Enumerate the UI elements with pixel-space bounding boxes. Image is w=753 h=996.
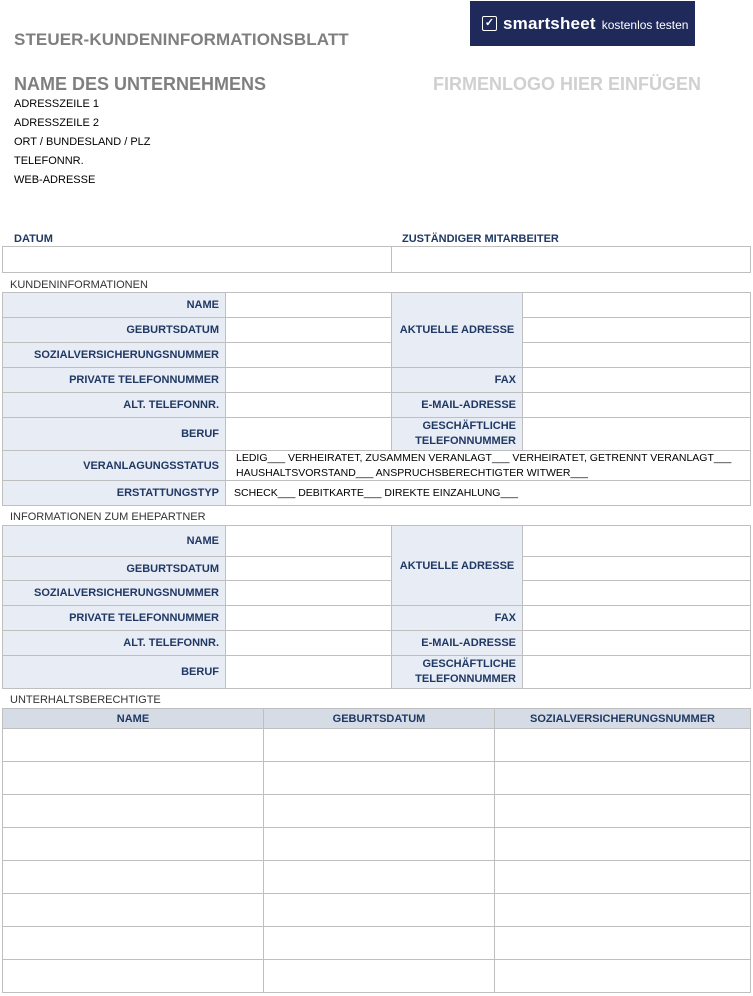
client-alt-phone-field[interactable] bbox=[226, 393, 392, 418]
client-refund-label: ERSTATTUNGSTYP bbox=[3, 481, 226, 506]
client-birthdate-field[interactable] bbox=[226, 318, 392, 343]
spouse-private-phone-field[interactable] bbox=[226, 606, 392, 631]
dependent-name-cell[interactable] bbox=[3, 729, 264, 762]
dependent-name-cell[interactable] bbox=[3, 927, 264, 960]
spouse-occupation-label: BERUF bbox=[3, 656, 226, 689]
company-name: NAME DES UNTERNEHMENS bbox=[14, 74, 267, 94]
client-business-phone-field[interactable] bbox=[523, 418, 751, 451]
dependents-col-ssn: SOZIALVERSICHERUNGSNUMMER bbox=[495, 709, 751, 729]
client-name-label: NAME bbox=[3, 293, 226, 318]
spouse-address-label: AKTUELLE ADRESSE bbox=[392, 526, 523, 606]
spouse-address-field-1[interactable] bbox=[523, 526, 751, 557]
dependent-birthdate-cell[interactable] bbox=[264, 795, 495, 828]
dependent-ssn-cell[interactable] bbox=[495, 861, 751, 894]
date-field[interactable] bbox=[3, 247, 392, 273]
dependent-ssn-cell[interactable] bbox=[495, 762, 751, 795]
spouse-business-phone-field[interactable] bbox=[523, 656, 751, 689]
client-private-phone-field[interactable] bbox=[226, 368, 392, 393]
banner-brand: smartsheet bbox=[503, 13, 596, 33]
address-line-2: ADRESSZEILE 2 bbox=[14, 117, 99, 129]
spouse-business-phone-label-line1: GESCHÄFTLICHE bbox=[422, 658, 516, 671]
client-email-label: E-MAIL-ADRESSE bbox=[392, 393, 523, 418]
dependent-birthdate-cell[interactable] bbox=[264, 861, 495, 894]
dependent-name-cell[interactable] bbox=[3, 894, 264, 927]
date-employee-table bbox=[2, 246, 751, 273]
dependent-ssn-cell[interactable] bbox=[495, 927, 751, 960]
spouse-business-phone-label-line2: TELEFONNUMMER bbox=[415, 673, 516, 685]
client-occupation-field[interactable] bbox=[226, 418, 392, 451]
dependent-birthdate-cell[interactable] bbox=[264, 828, 495, 861]
client-section-title: KUNDENINFORMATIONEN bbox=[10, 279, 148, 291]
client-address-field-1[interactable] bbox=[523, 293, 751, 318]
address-city: ORT / BUNDESLAND / PLZ bbox=[14, 136, 151, 148]
client-occupation-label: BERUF bbox=[3, 418, 226, 451]
dependent-ssn-cell[interactable] bbox=[495, 729, 751, 762]
spouse-alt-phone-label: ALT. TELEFONNR. bbox=[3, 631, 226, 656]
dependent-birthdate-cell[interactable] bbox=[264, 960, 495, 993]
dependent-birthdate-cell[interactable] bbox=[264, 729, 495, 762]
logo-placeholder: FIRMENLOGO HIER EINFÜGEN bbox=[433, 74, 702, 94]
employee-field[interactable] bbox=[392, 247, 751, 273]
client-business-phone-label bbox=[392, 418, 523, 451]
document-title: STEUER-KUNDENINFORMATIONSBLATT bbox=[14, 30, 349, 49]
address-web: WEB-ADRESSE bbox=[14, 174, 96, 186]
spouse-occupation-field[interactable] bbox=[226, 656, 392, 689]
client-filing-status-options[interactable] bbox=[226, 451, 751, 481]
spouse-alt-phone-field[interactable] bbox=[226, 631, 392, 656]
client-fax-field[interactable] bbox=[523, 368, 751, 393]
client-fax-label: FAX bbox=[392, 368, 523, 393]
dependent-ssn-cell[interactable] bbox=[495, 795, 751, 828]
spouse-info-table bbox=[2, 525, 751, 689]
dependents-col-birthdate: GEBURTSDATUM bbox=[264, 709, 495, 729]
client-refund-options[interactable]: SCHECK___ DEBITKARTE___ DIREKTE EINZAHLUNG___ bbox=[226, 481, 751, 506]
client-address-field-3[interactable] bbox=[523, 343, 751, 368]
spouse-ssn-field[interactable] bbox=[226, 581, 392, 606]
spouse-birthdate-field[interactable] bbox=[226, 557, 392, 581]
smartsheet-trial-banner[interactable] bbox=[470, 1, 695, 46]
dependent-birthdate-cell[interactable] bbox=[264, 927, 495, 960]
date-label: DATUM bbox=[14, 233, 53, 245]
dependent-name-cell[interactable] bbox=[3, 960, 264, 993]
spouse-address-field-3[interactable] bbox=[523, 581, 751, 606]
spouse-name-label: NAME bbox=[3, 526, 226, 557]
spouse-fax-field[interactable] bbox=[523, 606, 751, 631]
client-business-phone-label-line2: TELEFONNUMMER bbox=[415, 435, 516, 447]
client-birthdate-label: GEBURTSDATUM bbox=[3, 318, 226, 343]
spouse-business-phone-label bbox=[392, 656, 523, 689]
dependents-col-name: NAME bbox=[3, 709, 264, 729]
address-line-1: ADRESSZEILE 1 bbox=[14, 98, 99, 110]
spouse-name-field[interactable] bbox=[226, 526, 392, 557]
dependent-birthdate-cell[interactable] bbox=[264, 894, 495, 927]
dependents-table bbox=[2, 708, 751, 993]
client-filing-status-label: VERANLAGUNGSSTATUS bbox=[3, 451, 226, 481]
client-address-field-2[interactable] bbox=[523, 318, 751, 343]
filing-status-line-1: LEDIG___ VERHEIRATET, ZUSAMMEN VERANLAGT___ VERHEIRATET, GETRENNT VERANLAGT___ bbox=[236, 452, 732, 465]
client-address-label: AKTUELLE ADRESSE bbox=[392, 293, 523, 368]
spouse-email-label: E-MAIL-ADRESSE bbox=[392, 631, 523, 656]
dependent-name-cell[interactable] bbox=[3, 762, 264, 795]
dependent-name-cell[interactable] bbox=[3, 795, 264, 828]
client-info-table bbox=[2, 292, 751, 506]
dependent-ssn-cell[interactable] bbox=[495, 828, 751, 861]
spouse-email-field[interactable] bbox=[523, 631, 751, 656]
spouse-fax-label: FAX bbox=[392, 606, 523, 631]
dependent-ssn-cell[interactable] bbox=[495, 960, 751, 993]
dependent-ssn-cell[interactable] bbox=[495, 894, 751, 927]
client-email-field[interactable] bbox=[523, 393, 751, 418]
spouse-section-title: INFORMATIONEN ZUM EHEPARTNER bbox=[10, 511, 206, 523]
banner-cta: kostenlos testen bbox=[601, 17, 689, 32]
spouse-private-phone-label: PRIVATE TELEFONNUMMER bbox=[3, 606, 226, 631]
client-private-phone-label: PRIVATE TELEFONNUMMER bbox=[3, 368, 226, 393]
client-alt-phone-label: ALT. TELEFONNR. bbox=[3, 393, 226, 418]
client-ssn-label: SOZIALVERSICHERUNGSNUMMER bbox=[3, 343, 226, 368]
employee-label: ZUSTÄNDIGER MITARBEITER bbox=[402, 233, 559, 245]
checkmark-icon: ✓ bbox=[482, 16, 497, 31]
dependent-name-cell[interactable] bbox=[3, 861, 264, 894]
client-name-field[interactable] bbox=[226, 293, 392, 318]
dependent-name-cell[interactable] bbox=[3, 828, 264, 861]
spouse-address-field-2[interactable] bbox=[523, 557, 751, 581]
client-business-phone-label-line1: GESCHÄFTLICHE bbox=[422, 420, 516, 433]
spouse-birthdate-label: GEBURTSDATUM bbox=[3, 557, 226, 581]
dependent-birthdate-cell[interactable] bbox=[264, 762, 495, 795]
spouse-ssn-label: SOZIALVERSICHERUNGSNUMMER bbox=[3, 581, 226, 606]
address-phone: TELEFONNR. bbox=[14, 155, 84, 167]
client-ssn-field[interactable] bbox=[226, 343, 392, 368]
dependents-section-title: UNTERHALTSBERECHTIGTE bbox=[10, 694, 161, 706]
filing-status-line-2: HAUSHALTSVORSTAND___ ANSPRUCHSBERECHTIGTER WITWER___ bbox=[236, 466, 589, 479]
